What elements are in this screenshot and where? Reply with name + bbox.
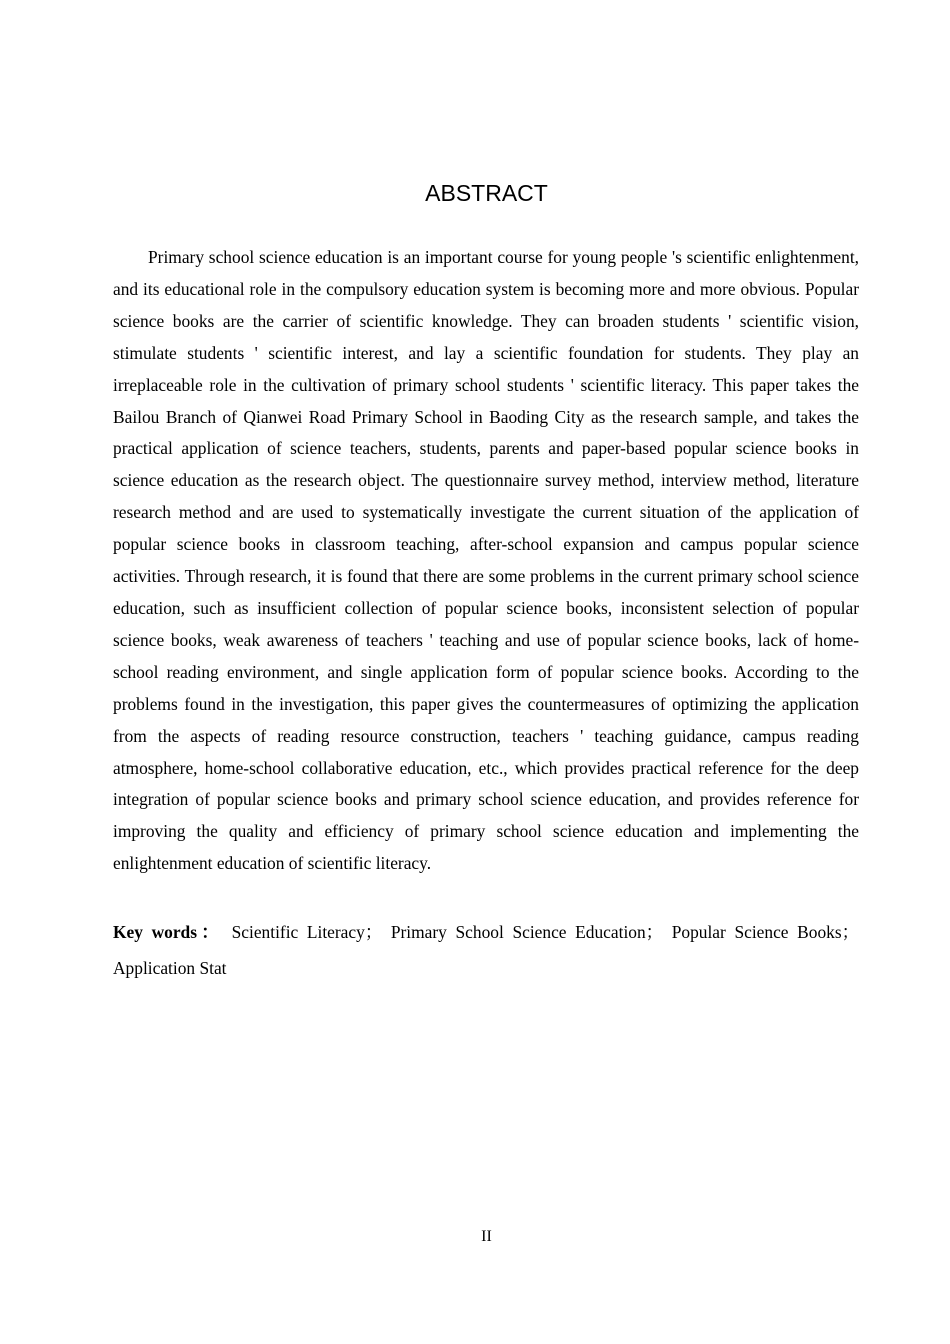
abstract-body: Primary school science education is an important course for young people 's scientific enlightenment, and its educational role in the compulsory education system is becoming more and more obvious. Popular science books are the carrier of scientific knowledge. They can broaden students ' scientific vision, stimulate students ' scientific interest, and lay a scientific foundation for students. They play an irreplaceable role in the cultivation of primary school students ' scientific literacy. This paper takes the Bailou Branch of Qianwei Road Primary School in Baoding City as the research sample, and takes the practical application of science teachers, students, parents and paper-based popular science books in science education as the research object. The questionnaire survey method, interview method, literature research method and are used to systematically investigate the current situation of the application of popular science books in classroom teaching, after-school expansion and campus popular science activities. Through research, it is found that there are some problems in the current primary school science education, such as insufficient collection of popular science books, inconsistent selection of popular science books, weak awareness of teachers ' teaching and use of popular science books, lack of home-school reading environment, and single application form of popular science books. According to the problems found in the investigation, this paper gives the countermeasures of optimizing the application from the aspects of reading resource construction, teachers ' teaching guidance, campus reading atmosphere, home-school collaborative education, etc., which provides practical reference for the deep integration of popular science books and primary school science education, and provides reference for improving the quality and efficiency of primary school science education and implementing the enlightenment education of scientific literacy. [113,247,859,874]
keywords-text: Scientific Literacy； Primary School Science Education； Popular Science Books；Application Stat [113,922,859,978]
keywords-line [113,914,859,986]
page-number: II [481,1228,492,1245]
keywords-label: Key words： [113,922,223,942]
abstract-title: ABSTRACT [425,180,548,206]
